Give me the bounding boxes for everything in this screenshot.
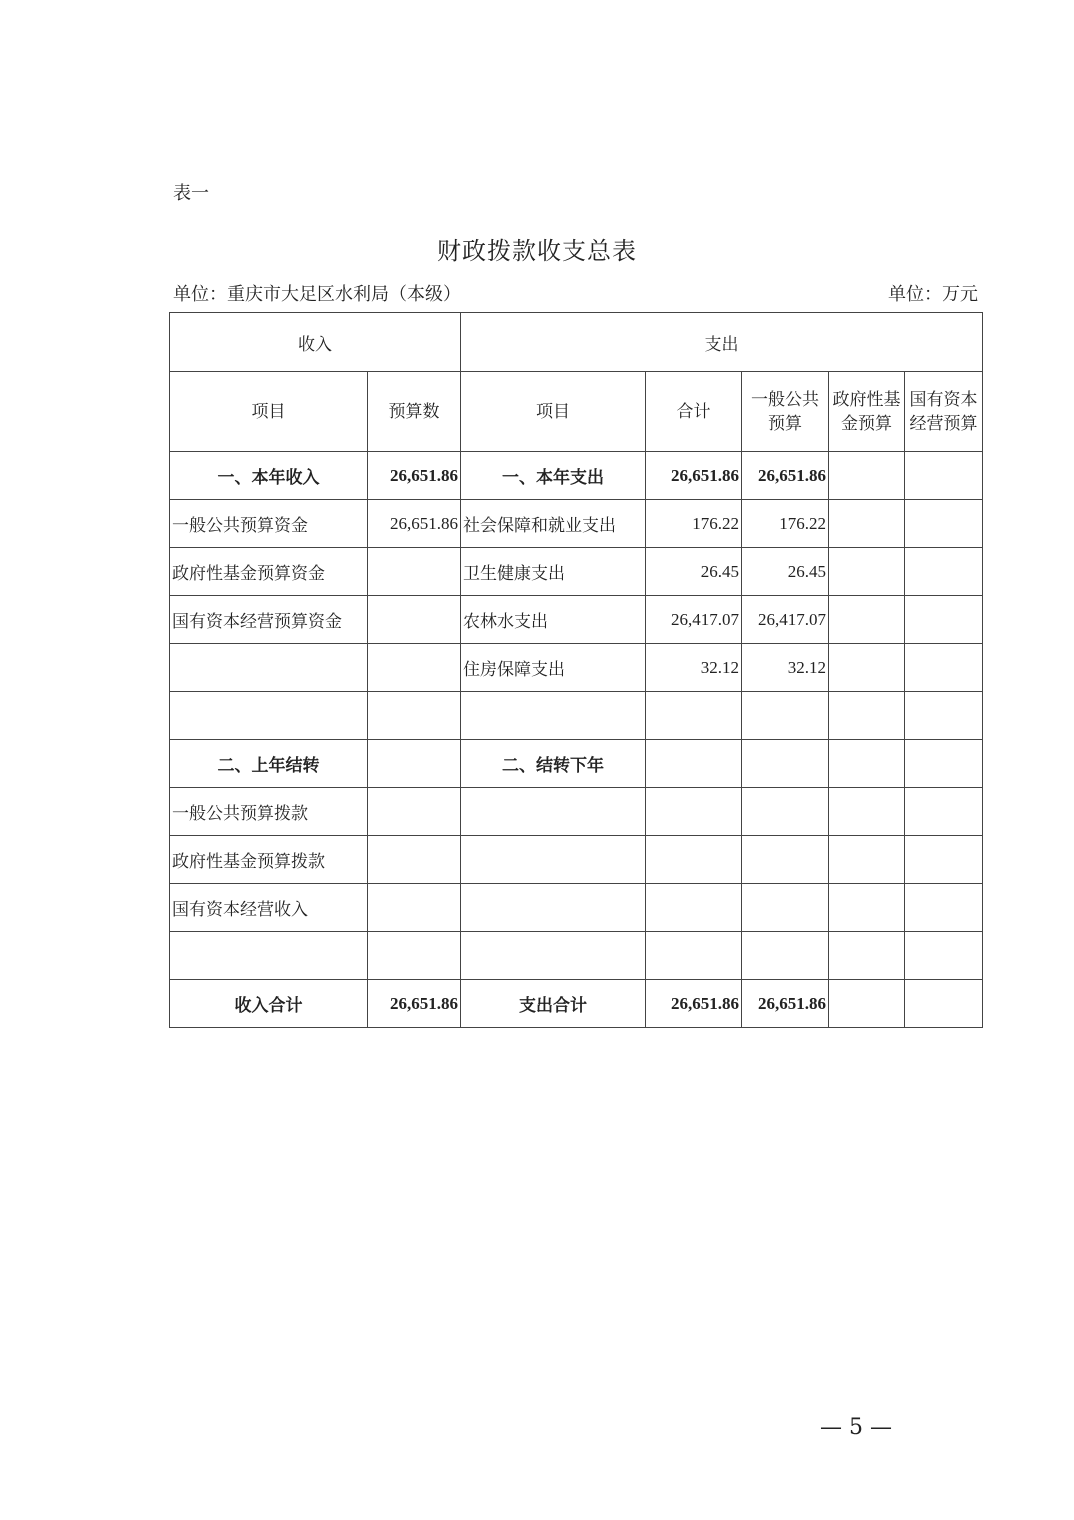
cell-ex-capital — [905, 932, 983, 980]
cell-ex-total — [646, 740, 742, 788]
table-row — [170, 788, 983, 836]
cell-in-item: 国有资本经营预算资金 — [170, 596, 368, 644]
cell-ex-item — [461, 836, 646, 884]
cell-in-item: 收入合计 — [170, 980, 368, 1028]
cell-in-amt: 26,651.86 — [368, 500, 461, 548]
cell-ex-fund — [829, 596, 905, 644]
cell-ex-fund — [829, 836, 905, 884]
cell-in-amt — [368, 548, 461, 596]
cell-ex-capital — [905, 692, 983, 740]
cell-in-amt: 26,651.86 — [368, 980, 461, 1028]
cell-in-item: 一般公共预算拨款 — [170, 788, 368, 836]
cell-ex-item: 卫生健康支出 — [461, 548, 646, 596]
cell-ex-general — [742, 692, 829, 740]
cell-ex-capital — [905, 596, 983, 644]
cell-ex-general — [742, 788, 829, 836]
cell-ex-total — [646, 692, 742, 740]
cell-ex-general: 32.12 — [742, 644, 829, 692]
cell-ex-total: 26,417.07 — [646, 596, 742, 644]
col-gov-fund-budget: 政府性基金预算 — [829, 372, 905, 452]
cell-in-amt — [368, 692, 461, 740]
cell-ex-item: 支出合计 — [461, 980, 646, 1028]
cell-ex-general — [742, 836, 829, 884]
col-expense-item: 项目 — [461, 372, 646, 452]
cell-ex-fund — [829, 500, 905, 548]
cell-in-item — [170, 644, 368, 692]
table-row — [170, 884, 983, 932]
cell-ex-item: 住房保障支出 — [461, 644, 646, 692]
cell-ex-item — [461, 932, 646, 980]
unit-currency: 单位：万元 — [888, 284, 978, 305]
cell-ex-item — [461, 884, 646, 932]
cell-ex-fund — [829, 548, 905, 596]
cell-in-amt — [368, 836, 461, 884]
cell-ex-total: 26.45 — [646, 548, 742, 596]
col-general-budget: 一般公共预算 — [742, 372, 829, 452]
fiscal-summary-table — [169, 312, 983, 1028]
cell-ex-total: 176.22 — [646, 500, 742, 548]
cell-ex-total: 32.12 — [646, 644, 742, 692]
cell-in-amt — [368, 644, 461, 692]
cell-in-amt — [368, 884, 461, 932]
cell-ex-total — [646, 836, 742, 884]
cell-ex-capital — [905, 884, 983, 932]
table-row — [170, 452, 983, 500]
cell-ex-item: 一、本年支出 — [461, 452, 646, 500]
cell-ex-total — [646, 788, 742, 836]
cell-ex-item: 二、结转下年 — [461, 740, 646, 788]
cell-ex-capital — [905, 500, 983, 548]
cell-ex-general: 26,417.07 — [742, 596, 829, 644]
cell-ex-total: 26,651.86 — [646, 980, 742, 1028]
table-row — [170, 500, 983, 548]
income-header: 收入 — [170, 313, 461, 372]
table-row — [170, 980, 983, 1028]
col-total: 合计 — [646, 372, 742, 452]
cell-in-item: 国有资本经营收入 — [170, 884, 368, 932]
table-row — [170, 596, 983, 644]
cell-ex-general: 26.45 — [742, 548, 829, 596]
table-row — [170, 692, 983, 740]
cell-in-item — [170, 932, 368, 980]
table-row — [170, 932, 983, 980]
cell-ex-capital — [905, 452, 983, 500]
table-row — [170, 644, 983, 692]
cell-in-amt: 26,651.86 — [368, 452, 461, 500]
cell-ex-general: 26,651.86 — [742, 980, 829, 1028]
cell-ex-total: 26,651.86 — [646, 452, 742, 500]
cell-ex-general: 26,651.86 — [742, 452, 829, 500]
table-row — [170, 740, 983, 788]
cell-ex-general — [742, 932, 829, 980]
cell-ex-total — [646, 932, 742, 980]
cell-ex-fund — [829, 932, 905, 980]
page-number: — 5 — — [820, 1415, 892, 1440]
col-income-item: 项目 — [170, 372, 368, 452]
cell-in-amt — [368, 596, 461, 644]
table-row — [170, 548, 983, 596]
cell-ex-item — [461, 692, 646, 740]
cell-in-amt — [368, 932, 461, 980]
cell-ex-capital — [905, 740, 983, 788]
cell-in-amt — [368, 788, 461, 836]
table-number-label: 表一 — [173, 183, 209, 204]
cell-ex-fund — [829, 788, 905, 836]
cell-ex-capital — [905, 836, 983, 884]
cell-ex-general: 176.22 — [742, 500, 829, 548]
cell-ex-fund — [829, 884, 905, 932]
cell-in-item: 一、本年收入 — [170, 452, 368, 500]
cell-ex-item — [461, 788, 646, 836]
cell-ex-total — [646, 884, 742, 932]
cell-ex-item: 农林水支出 — [461, 596, 646, 644]
cell-ex-general — [742, 740, 829, 788]
document-title: 财政拨款收支总表 — [437, 237, 637, 265]
cell-ex-capital — [905, 980, 983, 1028]
cell-ex-fund — [829, 980, 905, 1028]
cell-ex-general — [742, 884, 829, 932]
cell-ex-capital — [905, 548, 983, 596]
cell-in-item — [170, 692, 368, 740]
cell-in-amt — [368, 740, 461, 788]
table-body — [170, 452, 983, 1028]
table-row — [170, 836, 983, 884]
cell-ex-fund — [829, 644, 905, 692]
unit-organization: 单位：重庆市大足区水利局（本级） — [173, 284, 461, 305]
cell-in-item: 二、上年结转 — [170, 740, 368, 788]
cell-ex-item: 社会保障和就业支出 — [461, 500, 646, 548]
cell-ex-fund — [829, 740, 905, 788]
cell-ex-capital — [905, 788, 983, 836]
col-budget-amount: 预算数 — [368, 372, 461, 452]
cell-ex-fund — [829, 452, 905, 500]
cell-ex-fund — [829, 692, 905, 740]
col-state-capital-budget: 国有资本经营预算 — [905, 372, 983, 452]
expense-header: 支出 — [461, 313, 983, 372]
cell-ex-capital — [905, 644, 983, 692]
cell-in-item: 政府性基金预算资金 — [170, 548, 368, 596]
cell-in-item: 政府性基金预算拨款 — [170, 836, 368, 884]
cell-in-item: 一般公共预算资金 — [170, 500, 368, 548]
